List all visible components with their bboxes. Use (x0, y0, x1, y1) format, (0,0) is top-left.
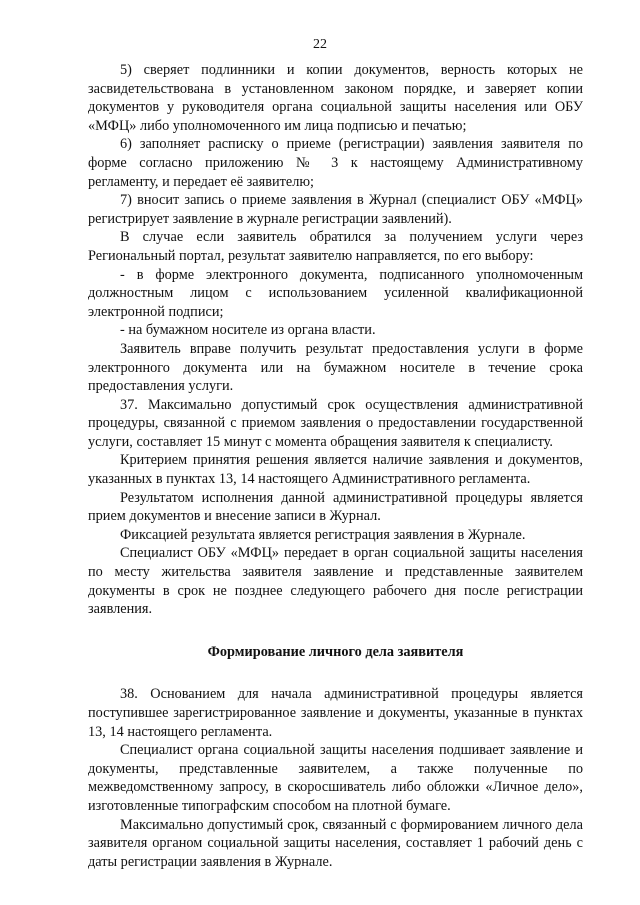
paragraph-max-term: Максимально допустимый срок, связанный с формированием личного дела заявителя органом социальной защиты населения, составляет 1 рабочий день с даты регистрации заявления в Журнале. (88, 816, 583, 870)
paragraph-item-5: 5) сверяет подлинники и копии документов, верность которых не засвидетельствована в установленном законом порядке, и заверяет копии документов у руководителя органа социальной защиты населения или ОБУ «МФЦ» либо уполномоченного им лица подписью и печатью; (88, 62, 583, 134)
paragraph-file-binding: Специалист органа социальной защиты населения подшивает заявление и документы, представленные заявителем, а также полученные по межведомственному запросу, в скоросшиватель либо обложки «Личное дело», изготовленные типографским способом на плотной бумаге. (88, 742, 583, 814)
section-heading: Формирование личного дела заявителя (207, 643, 464, 660)
paragraph-item-7: 7) вносит запись о приеме заявления в Журнал (специалист ОБУ «МФЦ» регистрирует заявление в журнале регистрации заявлений). (88, 192, 583, 227)
paragraph-mfc-transfer: Специалист ОБУ «МФЦ» передает в орган социальной защиты населения по месту жительства заявителя заявление и представленные заявителем документы в срок не позднее следующего рабочего дня после регистрации заявления. (88, 545, 583, 618)
paragraph-electronic-option: - в форме электронного документа, подписанного уполномоченным должностным лицом с использованием усиленной квалификационной электронной подписи; (88, 266, 583, 320)
page-number: 22 (313, 37, 327, 52)
paragraph-paper-option: - на бумажном носителе из органа власти. (120, 322, 376, 339)
paragraph-procedure-result: Результатом исполнения данной административной процедуры является прием документов и внесение записи в Журнал. (88, 489, 583, 525)
paragraph-result-right: Заявитель вправе получить результат предоставления услуги в форме электронного документа или на бумажном носителе в течение срока предоставления услуги. (88, 340, 583, 395)
paragraph-portal-result: В случае если заявитель обратился за получением услуги через Региональный портал, результат заявителю направляется, по его выбору: (88, 229, 583, 264)
paragraph-result-fixation: Фиксацией результата является регистрация заявления в Журнале. (120, 526, 526, 543)
paragraph-37: 37. Максимально допустимый срок осуществления административной процедуры, связанной с приемом заявления о предоставлении государственной услуги, составляет 15 минут с момента обращения заявителя к специалисту. (88, 396, 583, 450)
paragraph-decision-criterion: Критерием принятия решения является наличие заявления и документов, указанных в пунктах 13, 14 настоящего Административного регламента. (88, 452, 583, 488)
paragraph-38: 38. Основанием для начала административной процедуры является поступившее зарегистрированное заявление и документы, указанные в пунктах 13, 14 настоящего регламента. (88, 686, 583, 740)
document-body (88, 61, 583, 871)
paragraph-item-6: 6) заполняет расписку о приеме (регистрации) заявления заявителя по форме согласно приложению № 3 к настоящему Административному регламенту, и передает её заявителю; (88, 136, 583, 190)
